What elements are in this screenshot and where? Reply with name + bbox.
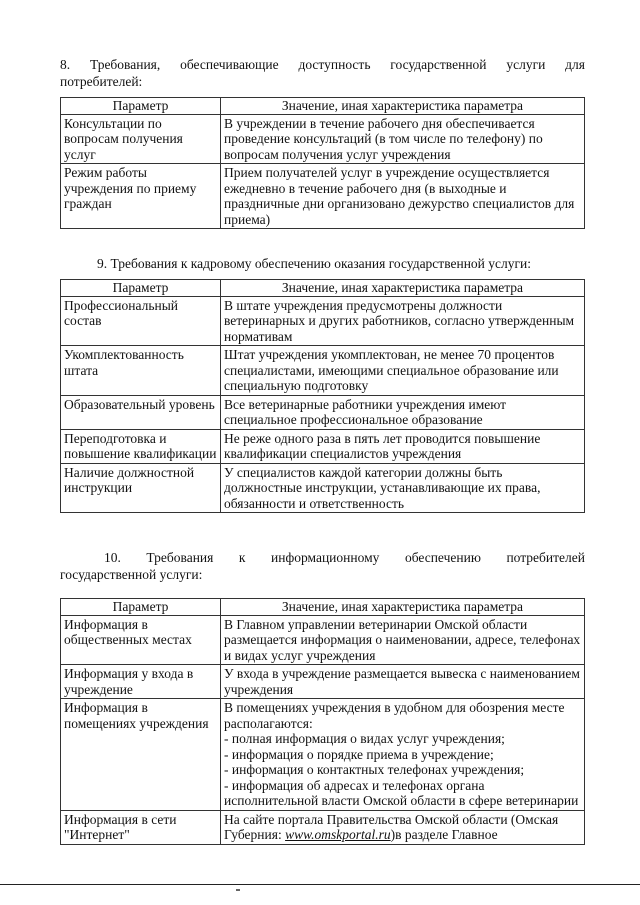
section9-table: [60, 279, 585, 513]
param-cell: Режим работы учреждения по приему граждан: [61, 164, 221, 229]
table-row: [61, 615, 585, 665]
table-row: [61, 114, 585, 164]
value-cell: [221, 810, 585, 844]
section8-table: [60, 97, 585, 229]
header-param: Параметр: [61, 599, 221, 616]
param-cell: Информация у входа в учреждение: [61, 665, 221, 699]
value-cell: [221, 699, 585, 811]
value-text-post: )в разделе Главное: [390, 827, 498, 842]
table-row: [61, 463, 585, 513]
header-value: Значение, иная характеристика параметра: [221, 98, 585, 115]
param-cell: Образовательный уровень: [61, 395, 221, 429]
value-cell: Прием получателей услуг в учреждение осуществляется ежедневно в течение рабочего дня (в выходные и праздничные дни организовано дежурство специалистов для приема): [221, 164, 585, 229]
value-line: - информация о контактных телефонах учреждения;: [224, 762, 525, 777]
portal-link[interactable]: www.omskportal.ru: [285, 827, 391, 842]
value-cell: В штате учреждения предусмотрены должности ветеринарных и других работников, согласно утвержденным нормативам: [221, 296, 585, 346]
param-cell: Информация в помещениях учреждения: [61, 699, 221, 811]
table-row: [61, 810, 585, 844]
table-row: [61, 395, 585, 429]
param-cell: Укомплектованность штата: [61, 346, 221, 396]
value-cell: В Главном управлении ветеринарии Омской области размещается информация о наименовании, адресе, телефонах и видах услуг учреждения: [221, 615, 585, 665]
table-row: [61, 164, 585, 229]
section10-table: [60, 598, 585, 845]
param-cell: Консультации по вопросам получения услуг: [61, 114, 221, 164]
table-header-row: [61, 599, 585, 616]
param-cell: Переподготовка и повышение квалификации: [61, 429, 221, 463]
param-cell: Наличие должностной инструкции: [61, 463, 221, 513]
table-row: [61, 346, 585, 396]
section10-heading-line1: 10. Требования к информационному обеспечению потребителей: [104, 550, 585, 565]
value-line: В помещениях учреждения в удобном для обозрения месте располагаются:: [224, 700, 565, 731]
value-cell: У специалистов каждой категории должны быть должностные инструкции, устанавливающие их права, обязанности и ответственность: [221, 463, 585, 513]
header-value: Значение, иная характеристика параметра: [221, 280, 585, 297]
section9-heading: 9. Требования к кадровому обеспечению оказания государственной услуги:: [97, 256, 532, 271]
section8-heading-line2: потребителей:: [60, 74, 143, 89]
table-row: [61, 429, 585, 463]
table-row: [61, 296, 585, 346]
value-text-pre: На сайте портала Правительства Омской области (Омская Губерния:: [224, 811, 559, 842]
value-line: - информация о порядке приема в учреждение;: [224, 746, 494, 762]
table-row: [61, 665, 585, 699]
value-cell: Штат учреждения укомплектован, не менее 70 процентов специалистами, имеющими специальное образование или специальную подготовку: [221, 346, 585, 396]
value-cell: Все ветеринарные работники учреждения имеют специальное профессиональное образование: [221, 395, 585, 429]
value-line: - информация об адресах и телефонах органа исполнительной власти Омской области в сфере ветеринарии: [224, 777, 579, 808]
section10-heading-line2: государственной услуги:: [60, 567, 203, 582]
header-param: Параметр: [61, 280, 221, 297]
value-line: - полная информация о видах услуг учреждения;: [224, 731, 505, 746]
scan-mark: [236, 889, 240, 891]
param-cell: Информация в сети "Интернет": [61, 810, 221, 844]
table-header-row: [61, 98, 585, 115]
value-cell: Не реже одного раза в пять лет проводится повышение квалификации специалистов учреждения: [221, 429, 585, 463]
section8-heading-line1: 8. Требования, обеспечивающие доступность государственной услуги для: [60, 57, 585, 72]
param-cell: Профессиональный состав: [61, 296, 221, 346]
param-cell: Информация в общественных местах: [61, 615, 221, 665]
page-bottom-rule: [0, 884, 640, 885]
table-row: [61, 699, 585, 811]
header-param: Параметр: [61, 98, 221, 115]
header-value: Значение, иная характеристика параметра: [221, 599, 585, 616]
value-cell: В учреждении в течение рабочего дня обеспечивается проведение консультаций (в том числе по телефону) по вопросам получения услуг учреждения: [221, 114, 585, 164]
table-header-row: [61, 280, 585, 297]
value-cell: У входа в учреждение размещается вывеска с наименованием учреждения: [221, 665, 585, 699]
